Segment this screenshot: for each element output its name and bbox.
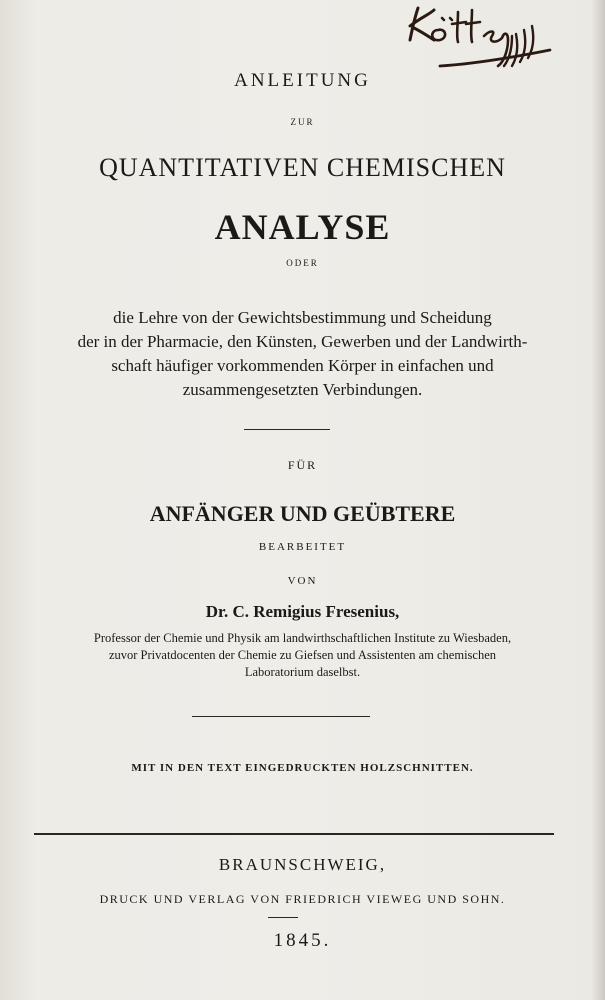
handwritten-signature xyxy=(400,0,560,80)
divider-rule-short xyxy=(268,917,298,918)
affiliation-line: zuvor Privatdocenten der Chemie zu Giefsen und Assistenten am chemischen xyxy=(108,648,497,662)
title-zur: ZUR xyxy=(290,117,315,127)
imprint-city: BRAUNSCHWEIG, xyxy=(218,855,387,874)
woodcuts-note: MIT IN DEN TEXT EINGEDRUCKTEN HOLZSCHNITTEN. xyxy=(131,762,474,774)
divider-rule xyxy=(244,429,330,430)
title-anleitung: ANLEITUNG xyxy=(234,70,371,91)
affiliation-line: Professor der Chemie und Physik am landwirthschaftlichen Institute zu Wiesbaden, xyxy=(93,631,512,645)
description-line: zusammengesetzten Verbindungen. xyxy=(182,380,423,399)
title-quantitativen-chemischen: QUANTITATIVEN CHEMISCHEN xyxy=(99,153,506,182)
author-name: Dr. C. Remigius Fresenius, xyxy=(205,602,400,621)
imprint-year: 1845. xyxy=(273,930,332,951)
divider-rule-thick xyxy=(34,833,554,835)
title-analyse: ANALYSE xyxy=(214,207,391,247)
label-fuer: FÜR xyxy=(287,458,318,472)
description-line: der in der Pharmacie, den Künsten, Gewerben und der Landwirth- xyxy=(77,332,528,351)
label-bearbeitet: BEARBEITET xyxy=(258,541,347,553)
label-von: VON xyxy=(287,575,318,587)
author-affiliation xyxy=(30,630,575,681)
imprint-publisher: DRUCK UND VERLAG VON FRIEDRICH VIEWEG UND SOHN. xyxy=(99,892,506,906)
divider-rule xyxy=(192,716,370,717)
description-line: schaft häufiger vorkommenden Körper in einfachen und xyxy=(111,356,494,375)
subtitle-description xyxy=(30,306,575,402)
affiliation-line: Laboratorium daselbst. xyxy=(244,665,361,679)
title-oder: ODER xyxy=(286,258,319,268)
audience-heading: ANFÄNGER UND GEÜBTERE xyxy=(149,501,456,526)
description-line: die Lehre von der Gewichtsbestimmung und Scheidung xyxy=(113,308,492,327)
